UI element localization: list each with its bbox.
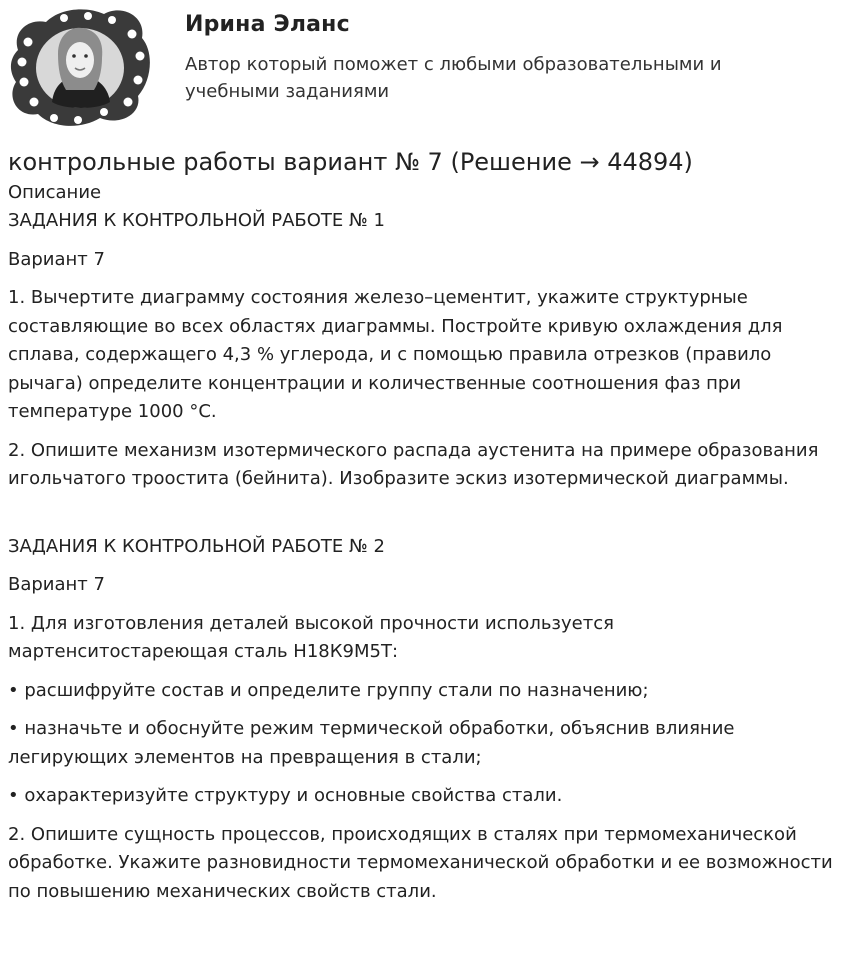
variant-label-1: Вариант 7 — [8, 248, 105, 270]
task-bullet: • охарактеризуйте структуру и основные свойства стали. — [8, 785, 563, 806]
page-title: контрольные работы вариант № 7 (Решение → 44894) — [8, 148, 693, 176]
author-header — [0, 0, 847, 140]
variant-label-2: Вариант 7 — [8, 574, 105, 595]
task-item: 1. Для изготовления деталей высокой прочности используется мартенситостареющая сталь Н18К9М5Т: — [8, 612, 614, 662]
description-label: Описание — [8, 182, 102, 203]
section-heading-1: ЗАДАНИЯ К КОНТРОЛЬНОЙ РАБОТЕ № 1 — [8, 210, 385, 231]
author-name[interactable]: Ирина Эланс — [185, 12, 350, 37]
section-heading-2: ЗАДАНИЯ К КОНТРОЛЬНОЙ РАБОТЕ № 2 — [8, 535, 385, 557]
author-description: Автор который поможет с любыми образовательными и учебными заданиями — [185, 54, 722, 102]
content — [0, 145, 847, 906]
task-bullet: • расшифруйте состав и определите группу стали по назначению; — [8, 679, 649, 701]
author-avatar[interactable] — [8, 6, 152, 128]
task-item: 2. Опишите механизм изотермического распада аустенита на примере образования игольчатого троостита (бейнита). Изобразите эскиз изотермической диаграммы. — [8, 439, 819, 489]
task-item: 2. Опишите сущность процессов, происходящих в сталях при термомеханической обработке. Укажите разновидности термомеханической обработки и ее возможности по повышению механических свойств стали. — [8, 823, 833, 902]
task-bullet: • назначьте и обоснуйте режим термической обработки, объяснив влияние легирующих элементов на превращения в стали; — [8, 718, 735, 768]
task-item: 1. Вычертите диаграмму состояния железо–цементит, укажите структурные составляющие во всех областях диаграммы. Постройте кривую охлаждения для сплава, содержащего 4,3 % углерода, и с помощью правила отрезков (правило рычага) определите концентрации и количественные соотношения фаз при температуре 1000 °С. — [8, 287, 783, 422]
spacer — [8, 494, 839, 532]
